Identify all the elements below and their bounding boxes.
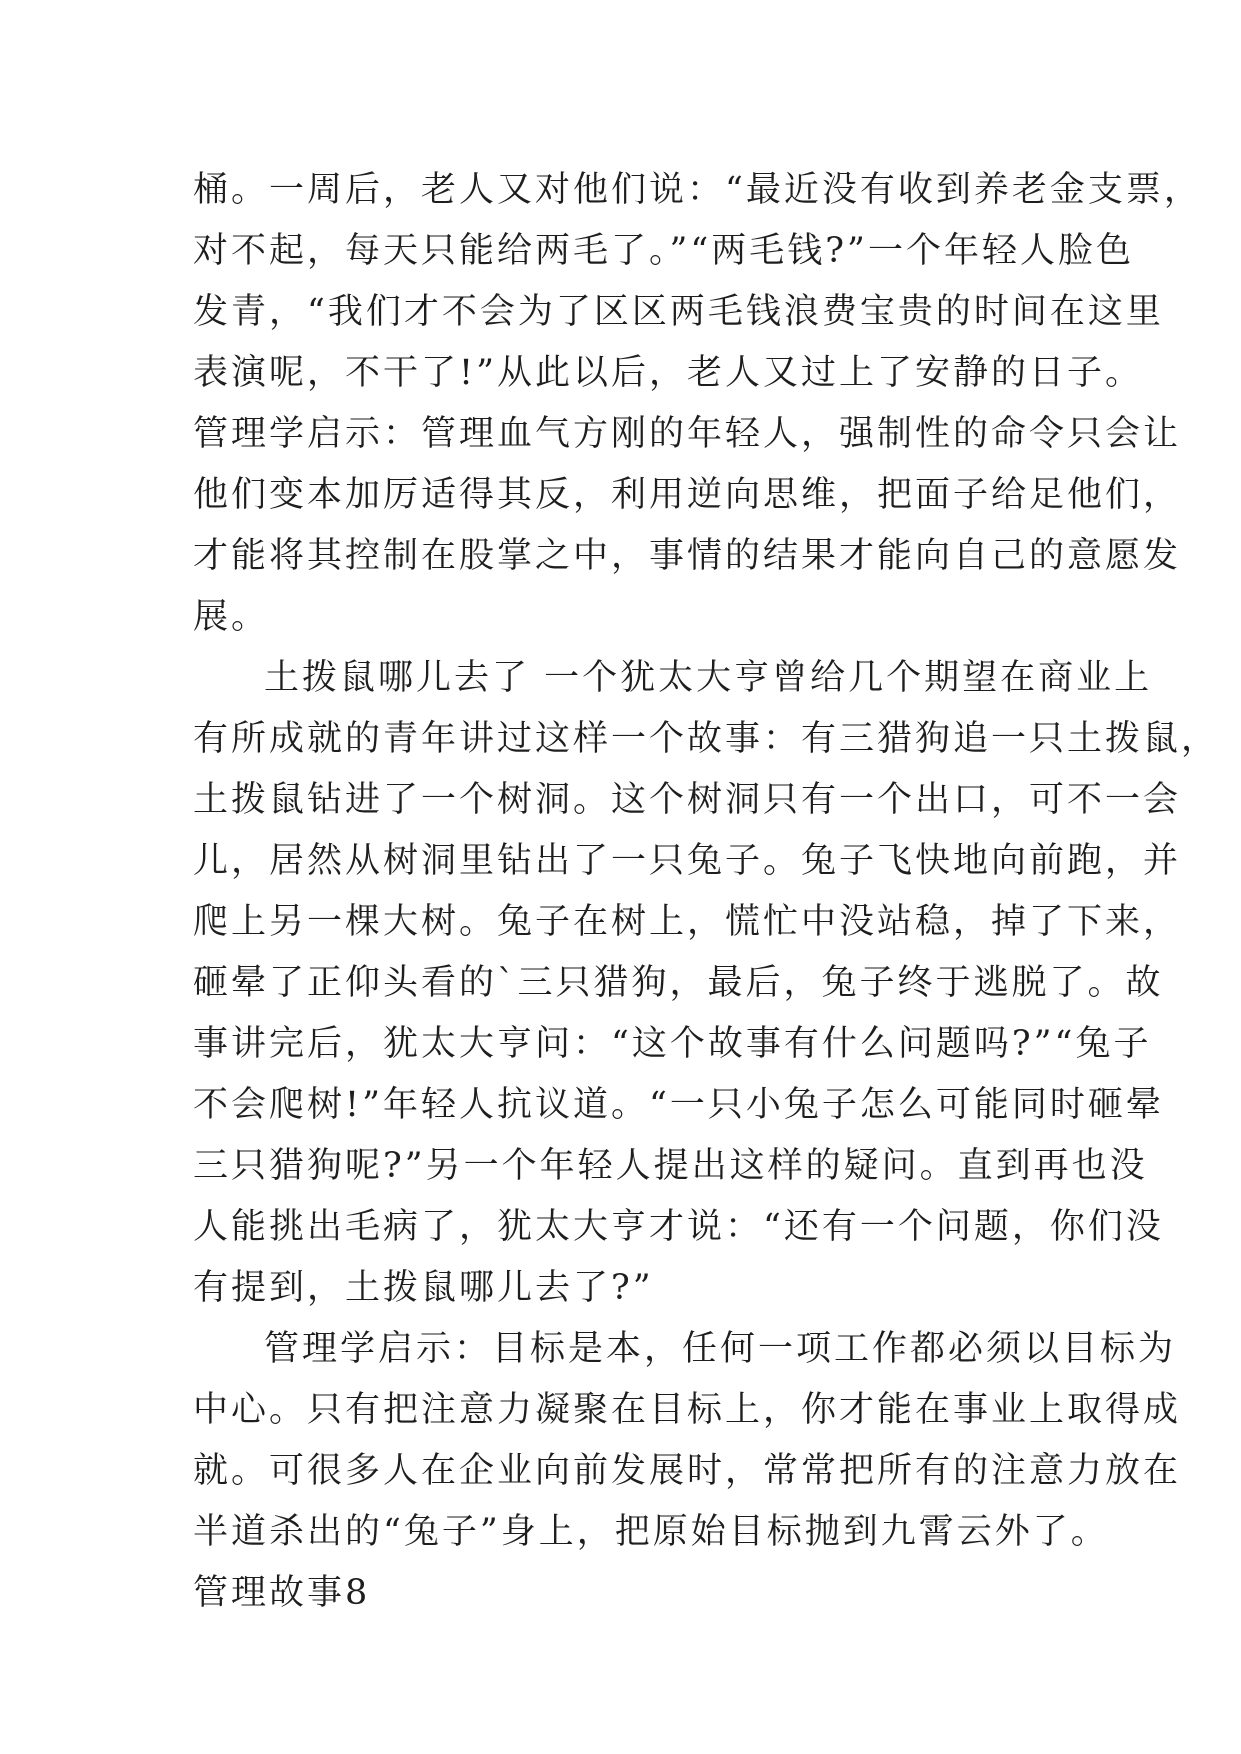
text-line: 发青，“我们才不会为了区区两毛钱浪费宝贵的时间在这里 (193, 292, 1164, 332)
text-line: 有提到，土拨鼠哪儿去了?” (193, 1268, 654, 1308)
paragraph-groundhog-story (193, 648, 1220, 1319)
text-line: 有所成就的青年讲过这样一个故事：有三猎狗追一只土拨鼠， (193, 719, 1220, 759)
paragraph-story-ending (193, 160, 1202, 404)
text-line: 就。可很多人在企业向前发展时，常常把所有的注意力放在 (193, 1451, 1182, 1491)
text-line: 三只猎狗呢?”另一个年轻人提出这样的疑问。直到再也没 (193, 1146, 1148, 1186)
text-line: 表演呢，不干了!”从此以后，老人又过上了安静的日子。 (193, 353, 1143, 393)
section-heading: 管理故事8 (193, 1573, 371, 1613)
text-line: 儿，居然从树洞里钻出了一只兔子。兔子飞快地向前跑，并 (193, 841, 1182, 881)
text-line: 事讲完后，犹太大亨问：“这个故事有什么问题吗?”“兔子 (193, 1024, 1152, 1064)
text-line: 砸晕了正仰头看的`三只猎狗，最后，兔子终于逃脱了。故 (193, 963, 1164, 1003)
text-line: 爬上另一棵大树。兔子在树上，慌忙中没站稳，掉了下来， (193, 902, 1182, 942)
text-line: 展。 (193, 597, 270, 637)
paragraph-management-insight-1 (193, 404, 1182, 648)
text-line: 半道杀出的“兔子”身上，把原始目标抛到九霄云外了。 (193, 1512, 1109, 1552)
text-line: 土拨鼠哪儿去了 一个犹太大亨曾给几个期望在商业上 (264, 658, 1153, 698)
paragraph-management-insight-2 (193, 1319, 1182, 1563)
text-line: 人能挑出毛病了，犹太大亨才说：“还有一个问题，你们没 (193, 1207, 1164, 1247)
text-line: 对不起，每天只能给两毛了。”“两毛钱?”一个年轻人脸色 (193, 231, 1134, 271)
text-line: 土拨鼠钻进了一个树洞。这个树洞只有一个出口，可不一会 (193, 780, 1182, 820)
text-line: 他们变本加厉适得其反，利用逆向思维，把面子给足他们， (193, 475, 1182, 515)
document-body (193, 160, 1220, 1624)
text-line: 中心。只有把注意力凝聚在目标上，你才能在事业上取得成 (193, 1390, 1182, 1430)
text-line: 管理学启示：目标是本，任何一项工作都必须以目标为 (264, 1329, 1177, 1369)
text-line: 桶。一周后，老人又对他们说：“最近没有收到养老金支票， (193, 170, 1202, 210)
text-line: 管理学启示：管理血气方刚的年轻人，强制性的命令只会让 (193, 414, 1182, 454)
text-line: 不会爬树!”年轻人抗议道。“一只小兔子怎么可能同时砸晕 (193, 1085, 1164, 1125)
text-line: 才能将其控制在股掌之中，事情的结果才能向自己的意愿发 (193, 536, 1182, 576)
